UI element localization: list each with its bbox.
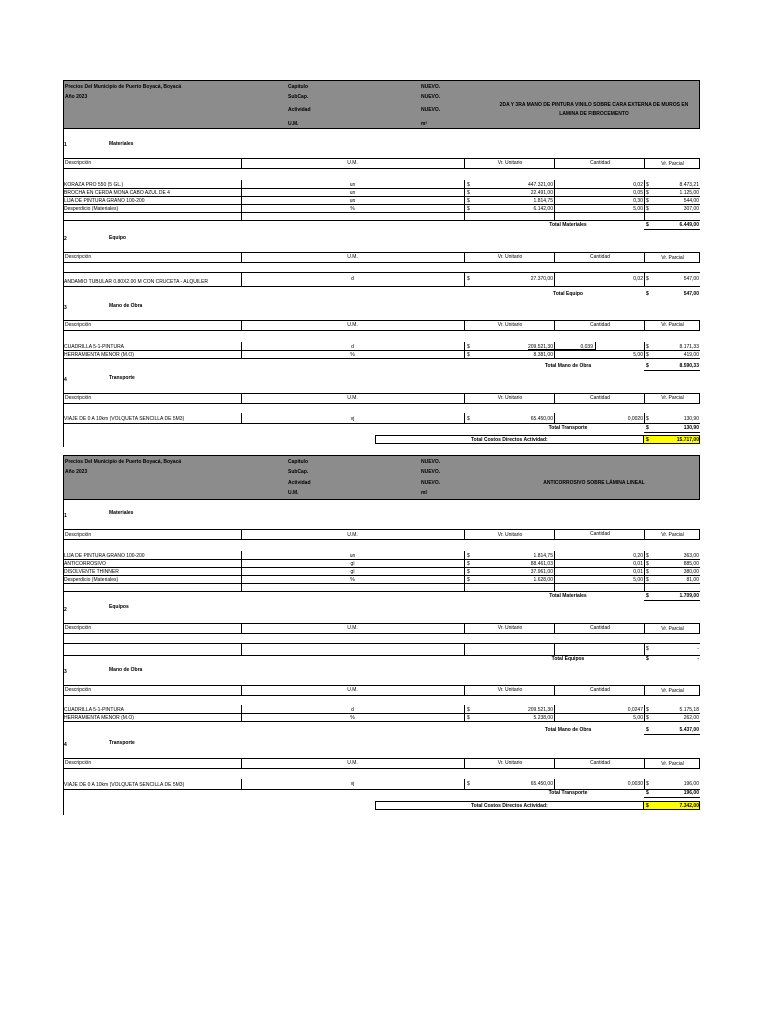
- cell-text: CUADRILLA 5-1-PINTURA: [64, 344, 125, 350]
- cell-text: vj: [350, 781, 355, 787]
- cell-text: 0,20: [633, 553, 643, 559]
- cell-text: U.M.: [347, 254, 358, 260]
- cell-text: Vr. Unitario: [497, 322, 523, 328]
- table-grid-line: [464, 320, 465, 331]
- cell-text: 209.521,30: [527, 344, 553, 350]
- cell-text: 419,00: [683, 352, 699, 358]
- cell-text: $: [646, 577, 649, 583]
- cell-text: 4: [64, 742, 67, 748]
- table-grid-line: [241, 623, 242, 634]
- apu-block-2: [63, 455, 700, 815]
- cell-text: 5,00: [633, 715, 643, 721]
- cell-text: $: [467, 182, 470, 188]
- table-grid-line: [554, 393, 555, 404]
- table-grid-line: [464, 529, 465, 540]
- table-grid-line: [644, 623, 645, 634]
- cell-text: Vr. Parcial: [661, 532, 684, 538]
- table-grid-line: [63, 358, 700, 359]
- table-grid-line: [464, 252, 465, 263]
- cell-text: $: [646, 781, 649, 787]
- cell-text: 0,039: [580, 344, 593, 350]
- cell-text: U.M.: [347, 625, 358, 631]
- section-number: 2: [64, 236, 67, 242]
- cell-text: 8.171,33: [679, 344, 699, 350]
- cell-text: LIJA DE PINTURA GRANO 100-200: [64, 553, 145, 559]
- cell-text: Año 2023: [65, 469, 88, 475]
- section-total-label: Total Transporte: [548, 790, 588, 796]
- cell-text: 0,02: [633, 182, 643, 188]
- cell-text: $: [467, 561, 470, 567]
- table-grid-line: [241, 685, 242, 696]
- table-grid-line: [644, 320, 645, 331]
- cell-text: Cantidad: [589, 531, 610, 537]
- cell-text: $: [467, 553, 470, 559]
- cell-text: 307,00: [683, 206, 699, 212]
- cell-text: KORAZA PRO 550 (5 GL.): [64, 182, 124, 188]
- cell-text: 81,00: [686, 577, 699, 583]
- col-um: U.M.: [347, 160, 358, 166]
- cell-text: ANDAMIO TUBULAR 0.80X2.00 M CON CRUCETA - ALQUILER: [64, 279, 209, 285]
- table-grid-line: [63, 272, 700, 273]
- section-number: 1: [64, 142, 67, 148]
- table-grid-line: [554, 529, 555, 540]
- cell-text: Capitulo: [288, 459, 308, 465]
- cell-text: Descripción: [65, 395, 92, 401]
- cell-text: Vr. Parcial: [661, 395, 684, 401]
- table-grid-line: [644, 529, 645, 540]
- subcap-label: SubCap.: [288, 94, 309, 100]
- cell-text: Cantidad: [589, 625, 610, 631]
- cell-text: 544,00: [683, 198, 699, 204]
- section-total-value: 130,90: [683, 425, 699, 431]
- cell-text: LIJA DE PINTURA GRANO 100-200: [64, 198, 145, 204]
- col-cant: Cantidad: [589, 160, 610, 166]
- section-total-label: Total Mano de Obra: [544, 727, 592, 733]
- table-grid-line: [241, 252, 242, 263]
- cell-text: un: [349, 198, 356, 204]
- table-grid-line: [63, 575, 700, 576]
- cell-text: %: [350, 715, 355, 721]
- section-title: Materiales: [109, 510, 134, 516]
- table-grid-line: [644, 370, 700, 371]
- cell-text: d: [351, 707, 354, 713]
- cell-text: $: [467, 198, 470, 204]
- table-grid-line: [644, 158, 645, 169]
- cell-text: $: [467, 352, 470, 358]
- table-grid-line: [63, 286, 700, 287]
- cell-text: 0,01: [633, 561, 643, 567]
- cell-text: 1: [64, 513, 67, 519]
- cell-text: un: [349, 553, 356, 559]
- cell-text: $: [467, 707, 470, 713]
- cell-text: Descripción: [65, 687, 92, 693]
- col-vr-unit: Vr. Unitario: [497, 160, 523, 166]
- section-title: Materiales: [109, 141, 134, 147]
- cell-text: $: [467, 577, 470, 583]
- cell-text: Cantidad: [589, 395, 610, 401]
- table-grid-line: [63, 567, 700, 568]
- cell-text: $: [467, 344, 470, 350]
- cell-text: NUEVO.: [421, 480, 441, 486]
- cell-text: 5,00: [633, 206, 643, 212]
- cell-text: $: [646, 190, 649, 196]
- table-grid-line: [63, 721, 700, 722]
- table-grid-line: [63, 196, 700, 197]
- table-grid-line: [464, 643, 465, 655]
- table-grid-line: [464, 685, 465, 696]
- cell-text: HERRAMIENTA MENOR (M.O): [64, 715, 134, 721]
- cell-text: $: [646, 198, 649, 204]
- cell-text: $: [467, 715, 470, 721]
- cell-text: VIAJE DE 0 A 10km (VOLQUETA SENCILLA DE 5M3): [64, 782, 185, 788]
- capitulo-label: Capitulo: [288, 84, 308, 90]
- cell-text: Vr. Unitario: [497, 625, 523, 631]
- section-total-label: Total Mano de Obra: [544, 363, 592, 369]
- cell-text: U.M.: [288, 490, 299, 496]
- cell-text: d: [351, 276, 354, 282]
- block-header: [63, 80, 700, 129]
- section-title: Equipos: [109, 604, 129, 610]
- um-value: m²: [421, 121, 428, 127]
- actividad-label: Actividad: [288, 107, 311, 113]
- capitulo-value: NUEVO.: [421, 84, 441, 90]
- cell-text: U.M.: [347, 532, 358, 538]
- cell-text: Vr. Unitario: [497, 532, 523, 538]
- cell-text: Vr. Parcial: [661, 688, 684, 694]
- table-grid-line: [554, 158, 555, 169]
- table-grid-line: [63, 583, 700, 584]
- section-total-currency: $: [646, 222, 649, 228]
- section-total-label: Total Materiales: [549, 593, 587, 599]
- cell-text: $: [646, 352, 649, 358]
- table-grid-line: [464, 158, 465, 169]
- table-grid-line: [644, 432, 700, 433]
- cell-text: 0,05: [633, 190, 643, 196]
- table-grid-line: [554, 758, 555, 769]
- table-grid-line: [554, 320, 555, 331]
- table-grid-line: [644, 252, 645, 263]
- cell-text: 209.521,30: [527, 707, 553, 713]
- table-grid-line: [63, 212, 700, 213]
- table-grid-line: [554, 643, 555, 655]
- table-grid-line: [554, 623, 555, 634]
- cell-text: CUADRILLA 5-1-PINTURA: [64, 707, 125, 713]
- cell-text: Vr. Parcial: [661, 626, 684, 632]
- cell-text: un: [349, 190, 356, 196]
- cell-text: Vr. Parcial: [661, 761, 684, 767]
- cell-text: 380,00: [683, 569, 699, 575]
- section-total-label: Total Equipos: [551, 656, 585, 662]
- table-grid-line: [63, 204, 700, 205]
- table-grid-line: [63, 220, 700, 221]
- table-grid-line: [241, 529, 242, 540]
- cell-text: ml: [421, 490, 427, 496]
- cell-text: $: [646, 276, 649, 282]
- activity-title-line1: 2DA Y 3RA MANO DE PINTURA VINILO SOBRE CARA EXTERNA DE MUROS EN: [499, 102, 689, 108]
- cell-text: 37.961,00: [530, 569, 553, 575]
- table-grid-line: [63, 559, 700, 560]
- section-total-value: 8.590,33: [679, 363, 699, 369]
- table-grid-line: [644, 229, 700, 230]
- cell-text: Cantidad: [589, 760, 610, 766]
- block-header: [63, 455, 700, 500]
- cell-text: 5,00: [633, 577, 643, 583]
- cell-text: 8.473,21: [679, 182, 699, 188]
- cell-text: 885,00: [683, 561, 699, 567]
- section-total-value: 1.709,00: [679, 593, 699, 599]
- cell-text: Actividad: [288, 480, 311, 486]
- section-number: 3: [64, 305, 67, 311]
- cell-text: Descripción: [65, 760, 92, 766]
- cell-text: $: [646, 593, 649, 599]
- cell-text: $: [646, 803, 649, 809]
- cell-text: Vr. Parcial: [661, 322, 684, 328]
- cell-text: 0,0030: [627, 781, 643, 787]
- cell-text: $: [646, 715, 649, 721]
- section-title: Mano de Obra: [109, 303, 143, 309]
- cell-text: 447.321,00: [527, 182, 553, 188]
- section-total-value: 196,00: [683, 790, 699, 796]
- cell-text: 5,00: [633, 352, 643, 358]
- cell-text: Vr. Unitario: [497, 254, 523, 260]
- cell-text: 363,00: [683, 553, 699, 559]
- section-total-label: Total Equipo: [553, 291, 583, 297]
- grand-total-value: 7.342,00: [679, 803, 699, 809]
- table-grid-line: [241, 158, 242, 169]
- cell-text: 262,00: [683, 715, 699, 721]
- cell-text: 65.450,00: [530, 416, 553, 422]
- activity-title-line2: LAMINA DE FIBROCEMENTO: [559, 111, 629, 117]
- cell-text: $: [646, 425, 649, 431]
- section-title: Equipo: [109, 235, 126, 241]
- cell-text: Vr. Unitario: [497, 760, 523, 766]
- cell-text: %: [350, 206, 355, 212]
- cell-text: $: [646, 291, 649, 297]
- cell-text: -: [697, 646, 699, 652]
- cell-text: Cantidad: [589, 687, 610, 693]
- cell-text: 65.450,00: [530, 781, 553, 787]
- section-total-label: Total Materiales: [549, 222, 587, 228]
- cell-text: $: [646, 182, 649, 188]
- cell-text: 2: [64, 607, 67, 613]
- cell-text: 22.491,00: [530, 190, 553, 196]
- cell-text: $: [467, 190, 470, 196]
- table-grid-line: [241, 393, 242, 404]
- table-grid-line: [644, 797, 700, 798]
- cell-text: $: [467, 569, 470, 575]
- cell-text: $: [646, 561, 649, 567]
- um-label: U.M.: [288, 121, 299, 127]
- cell-text: gl: [350, 561, 355, 567]
- cell-text: %: [350, 352, 355, 358]
- cell-text: d: [351, 344, 354, 350]
- cell-text: 27.370,00: [530, 276, 553, 282]
- cell-text: $: [467, 416, 470, 422]
- section-total-value: -: [697, 656, 699, 662]
- table-grid-line: [63, 713, 700, 714]
- cell-text: Vr. Unitario: [497, 395, 523, 401]
- cell-text: $: [646, 707, 649, 713]
- cell-text: 1.628,00: [533, 577, 553, 583]
- cell-text: vj: [350, 416, 355, 422]
- table-grid-line: [644, 393, 645, 404]
- cell-text: $: [646, 790, 649, 796]
- cell-text: $: [646, 344, 649, 350]
- table-grid-line: [63, 423, 700, 424]
- actividad-value: NUEVO.: [421, 107, 441, 113]
- cell-text: $: [467, 206, 470, 212]
- cell-text: 1.125,00: [679, 190, 699, 196]
- cell-text: 88.461,03: [530, 561, 553, 567]
- cell-text: U.M.: [347, 322, 358, 328]
- cell-text: 0,30: [633, 198, 643, 204]
- cell-text: 5.175,18: [679, 707, 699, 713]
- cell-text: $: [646, 656, 649, 662]
- table-grid-line: [464, 393, 465, 404]
- cell-text: %: [350, 577, 355, 583]
- cell-text: VIAJE DE 0 A 10km (VOLQUETA SENCILLA DE 5M3): [64, 416, 185, 422]
- table-grid-line: [554, 685, 555, 696]
- cell-text: 0,01: [633, 569, 643, 575]
- apu-block-1: [63, 80, 700, 447]
- cell-text: Desperdicio (Materiales): [64, 206, 119, 212]
- cell-text: Cantidad: [589, 322, 610, 328]
- grand-total-label: Total Costos Directos Actividad:: [471, 437, 548, 443]
- cell-text: 1.814,75: [533, 553, 553, 559]
- section-number: 4: [64, 377, 67, 383]
- table-grid-line: [464, 758, 465, 769]
- subcap-value: NUEVO.: [421, 94, 441, 100]
- section-title: Transporte: [109, 740, 135, 746]
- cell-text: 547,00: [683, 276, 699, 282]
- cell-text: NUEVO.: [421, 459, 441, 465]
- table-grid-line: [464, 623, 465, 634]
- cell-text: Vr. Parcial: [661, 255, 684, 261]
- cell-text: gl: [350, 569, 355, 575]
- cell-text: $: [646, 363, 649, 369]
- cell-text: Precios Del Municipio de Puerto Boyacá, Boyacá: [65, 459, 182, 465]
- cell-text: Descripción: [65, 322, 92, 328]
- cell-text: $: [467, 276, 470, 282]
- cell-text: 8.381,00: [533, 352, 553, 358]
- cell-text: 5.238,00: [533, 715, 553, 721]
- col-desc: Descripción: [65, 160, 92, 166]
- cell-text: 0,0020: [627, 416, 643, 422]
- cell-text: $: [646, 437, 649, 443]
- col-vr-parcial: Vr. Parcial: [661, 161, 684, 167]
- cell-text: 130,90: [683, 416, 699, 422]
- cell-text: U.M.: [347, 395, 358, 401]
- cell-text: $: [646, 727, 649, 733]
- grand-total-value: 15.717,00: [676, 437, 699, 443]
- table-grid-line: [644, 734, 700, 735]
- section-total-label: Total Transporte: [548, 425, 588, 431]
- cell-text: un: [349, 182, 356, 188]
- cell-text: U.M.: [347, 760, 358, 766]
- section-title: Mano de Obra: [109, 667, 143, 673]
- table-grid-line: [63, 643, 700, 644]
- cell-text: Cantidad: [589, 254, 610, 260]
- cell-text: Vr. Unitario: [497, 687, 523, 693]
- table-grid-line: [241, 643, 242, 655]
- cell-text: 6.142,00: [533, 206, 553, 212]
- table-grid-line: [241, 758, 242, 769]
- section-total-value: 5.437,00: [679, 727, 699, 733]
- cell-text: Desperdicio (Materiales): [64, 577, 119, 583]
- cell-text: 1.814,75: [533, 198, 553, 204]
- cell-text: U.M.: [347, 687, 358, 693]
- cell-text: Descripción: [65, 532, 92, 538]
- table-grid-line: [554, 252, 555, 263]
- cell-text: $: [646, 646, 649, 652]
- cell-text: $: [467, 781, 470, 787]
- cell-text: 196,00: [683, 781, 699, 787]
- cell-text: $: [646, 553, 649, 559]
- table-grid-line: [644, 685, 645, 696]
- cell-text: ANTICORROSIVO: [64, 561, 106, 567]
- section-total-value: 6.449,00: [679, 222, 699, 228]
- grand-total-label: Total Costos Directos Actividad:: [471, 803, 548, 809]
- cell-text: BROCHA EN CERDA MONA CABO AZUL DE 4: [64, 190, 170, 196]
- municipality-label: Precios Del Municipio de Puerto Boyacá, Boyacá: [65, 84, 182, 90]
- activity-title-line1: ANTICORROSIVO SOBRE LÁMINA LINEAL: [543, 480, 645, 486]
- table-grid-line: [241, 320, 242, 331]
- cell-text: DISOLVENTE THINNER: [64, 569, 119, 575]
- cell-text: NUEVO.: [421, 469, 441, 475]
- section-total-value: 547,00: [683, 291, 699, 297]
- cell-text: $: [646, 569, 649, 575]
- table-grid-line: [63, 591, 700, 592]
- table-grid-line: [644, 600, 700, 601]
- cell-text: SubCap.: [288, 469, 309, 475]
- cell-text: HERRAMIENTA MENOR (M.O): [64, 352, 134, 358]
- table-grid-line: [63, 350, 700, 351]
- cell-text: $: [646, 206, 649, 212]
- cell-text: Descripción: [65, 625, 92, 631]
- year-label: Año 2023: [65, 94, 88, 100]
- table-grid-line: [63, 188, 700, 189]
- cell-text: $: [646, 416, 649, 422]
- cell-text: Descripción: [65, 254, 92, 260]
- section-title: Transporte: [109, 375, 135, 381]
- table-grid-line: [644, 758, 645, 769]
- cell-text: 3: [64, 669, 67, 675]
- cell-text: 0,0247: [627, 707, 643, 713]
- cell-text: 0,02: [633, 276, 643, 282]
